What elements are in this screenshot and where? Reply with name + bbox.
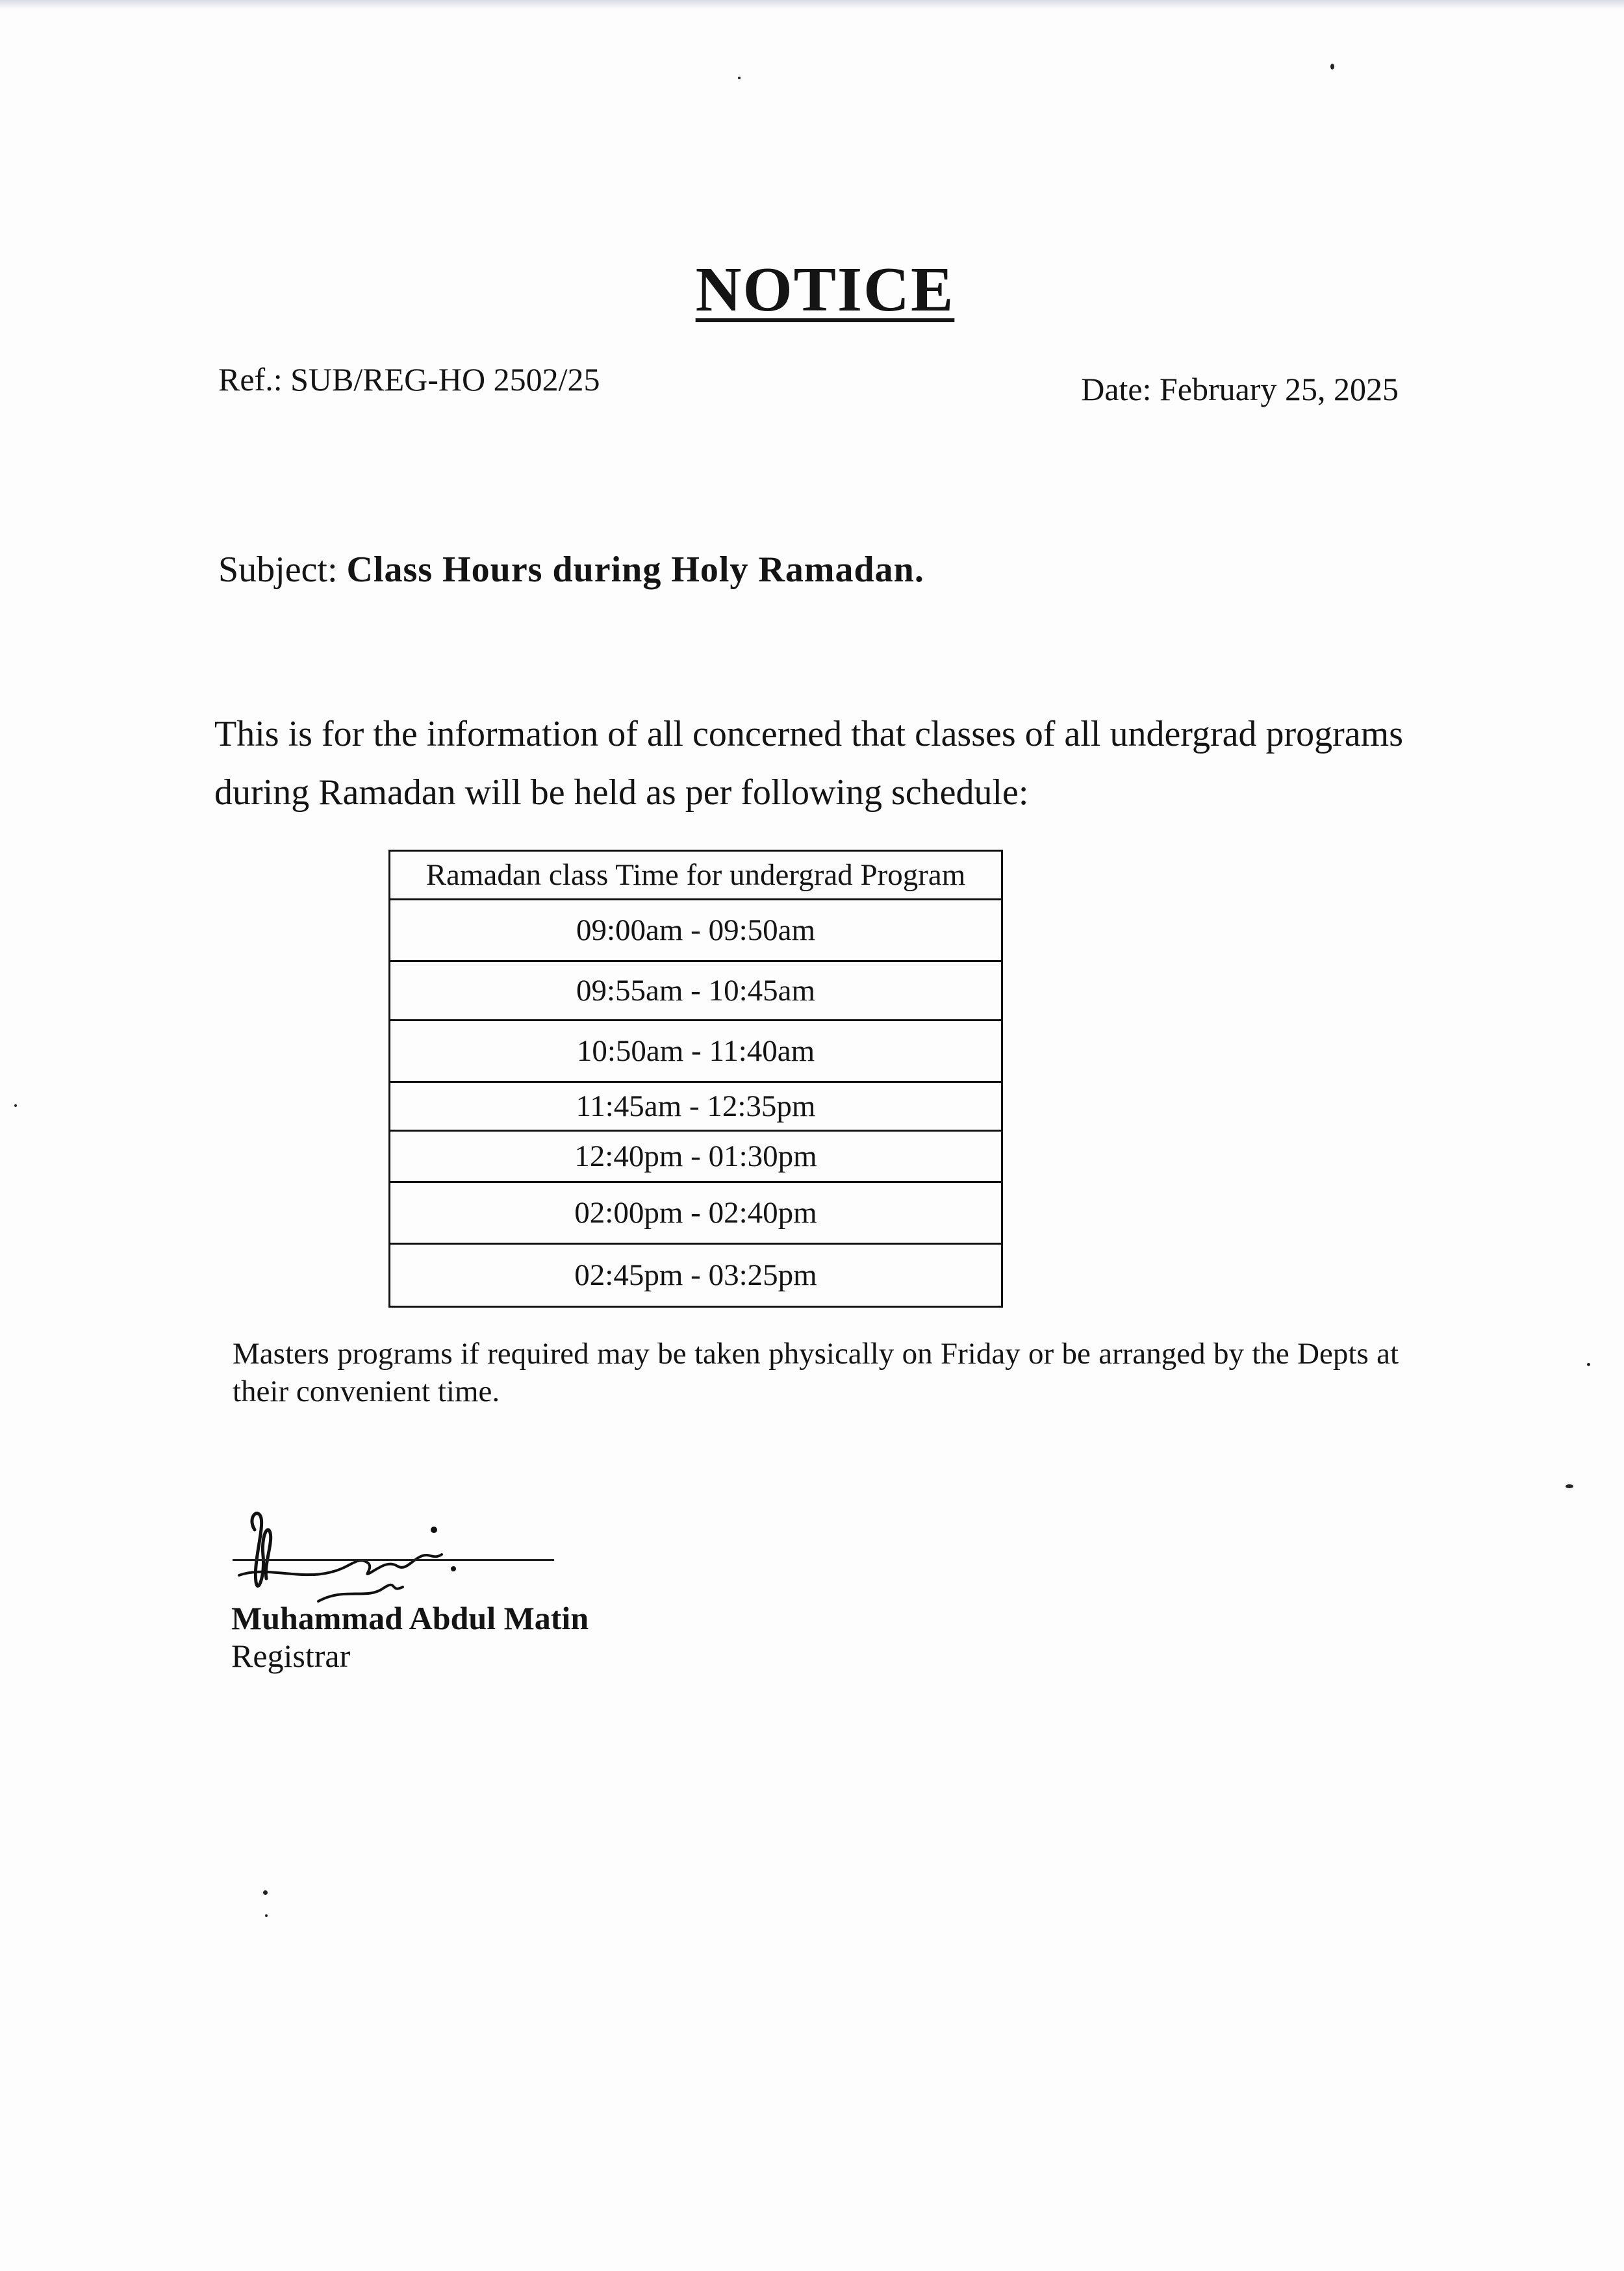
- subject-line: [218, 549, 924, 590]
- signatory-title: Registrar: [231, 1638, 351, 1674]
- reference-number: Ref.: SUB/REG-HO 2502/25: [218, 361, 600, 398]
- schedule-row: [390, 1244, 1002, 1307]
- scan-edge-shadow: [0, 0, 1624, 9]
- schedule-slot: 09:00am - 09:50am: [390, 900, 1002, 961]
- schedule-slot: 10:50am - 11:40am: [390, 1021, 1002, 1082]
- notice-date: Date: February 25, 2025: [1081, 371, 1399, 407]
- scan-speck: [1330, 64, 1334, 70]
- scan-speck: [738, 77, 741, 79]
- schedule-row: [390, 1131, 1002, 1182]
- signatory-name: Muhammad Abdul Matin: [231, 1600, 589, 1636]
- schedule-header: Ramadan class Time for undergrad Program: [390, 851, 1002, 900]
- scan-speck: [265, 1914, 268, 1917]
- schedule-row: [390, 1082, 1002, 1131]
- schedule-slot: 02:00pm - 02:40pm: [390, 1182, 1002, 1244]
- scan-speck: [263, 1890, 268, 1895]
- schedule-header-row: [390, 851, 1002, 900]
- schedule-row: [390, 900, 1002, 961]
- schedule-slot: 02:45pm - 03:25pm: [390, 1244, 1002, 1307]
- scan-speck: [14, 1104, 17, 1107]
- schedule-row: [390, 961, 1002, 1021]
- schedule-table: [388, 850, 1003, 1308]
- schedule-row: [390, 1182, 1002, 1244]
- intro-paragraph: This is for the information of all concerned that classes of all undergrad programs during Ramadan will be held as per following schedule:: [214, 714, 1403, 813]
- schedule-slot: 09:55am - 10:45am: [390, 961, 1002, 1021]
- signature-line: [233, 1559, 554, 1561]
- subject-label: Subject:: [218, 550, 338, 590]
- masters-note: Masters programs if required may be taken physically on Friday or be arranged by the Depts at their convenient time.: [233, 1337, 1399, 1408]
- schedule-slot: 12:40pm - 01:30pm: [390, 1131, 1002, 1182]
- schedule-slot: 11:45am - 12:35pm: [390, 1082, 1002, 1131]
- schedule-row: [390, 1021, 1002, 1082]
- scan-speck: [1566, 1484, 1573, 1488]
- scan-speck: [1587, 1363, 1590, 1366]
- notice-title: NOTICE: [695, 255, 955, 325]
- subject-text: Class Hours during Holy Ramadan.: [346, 550, 924, 590]
